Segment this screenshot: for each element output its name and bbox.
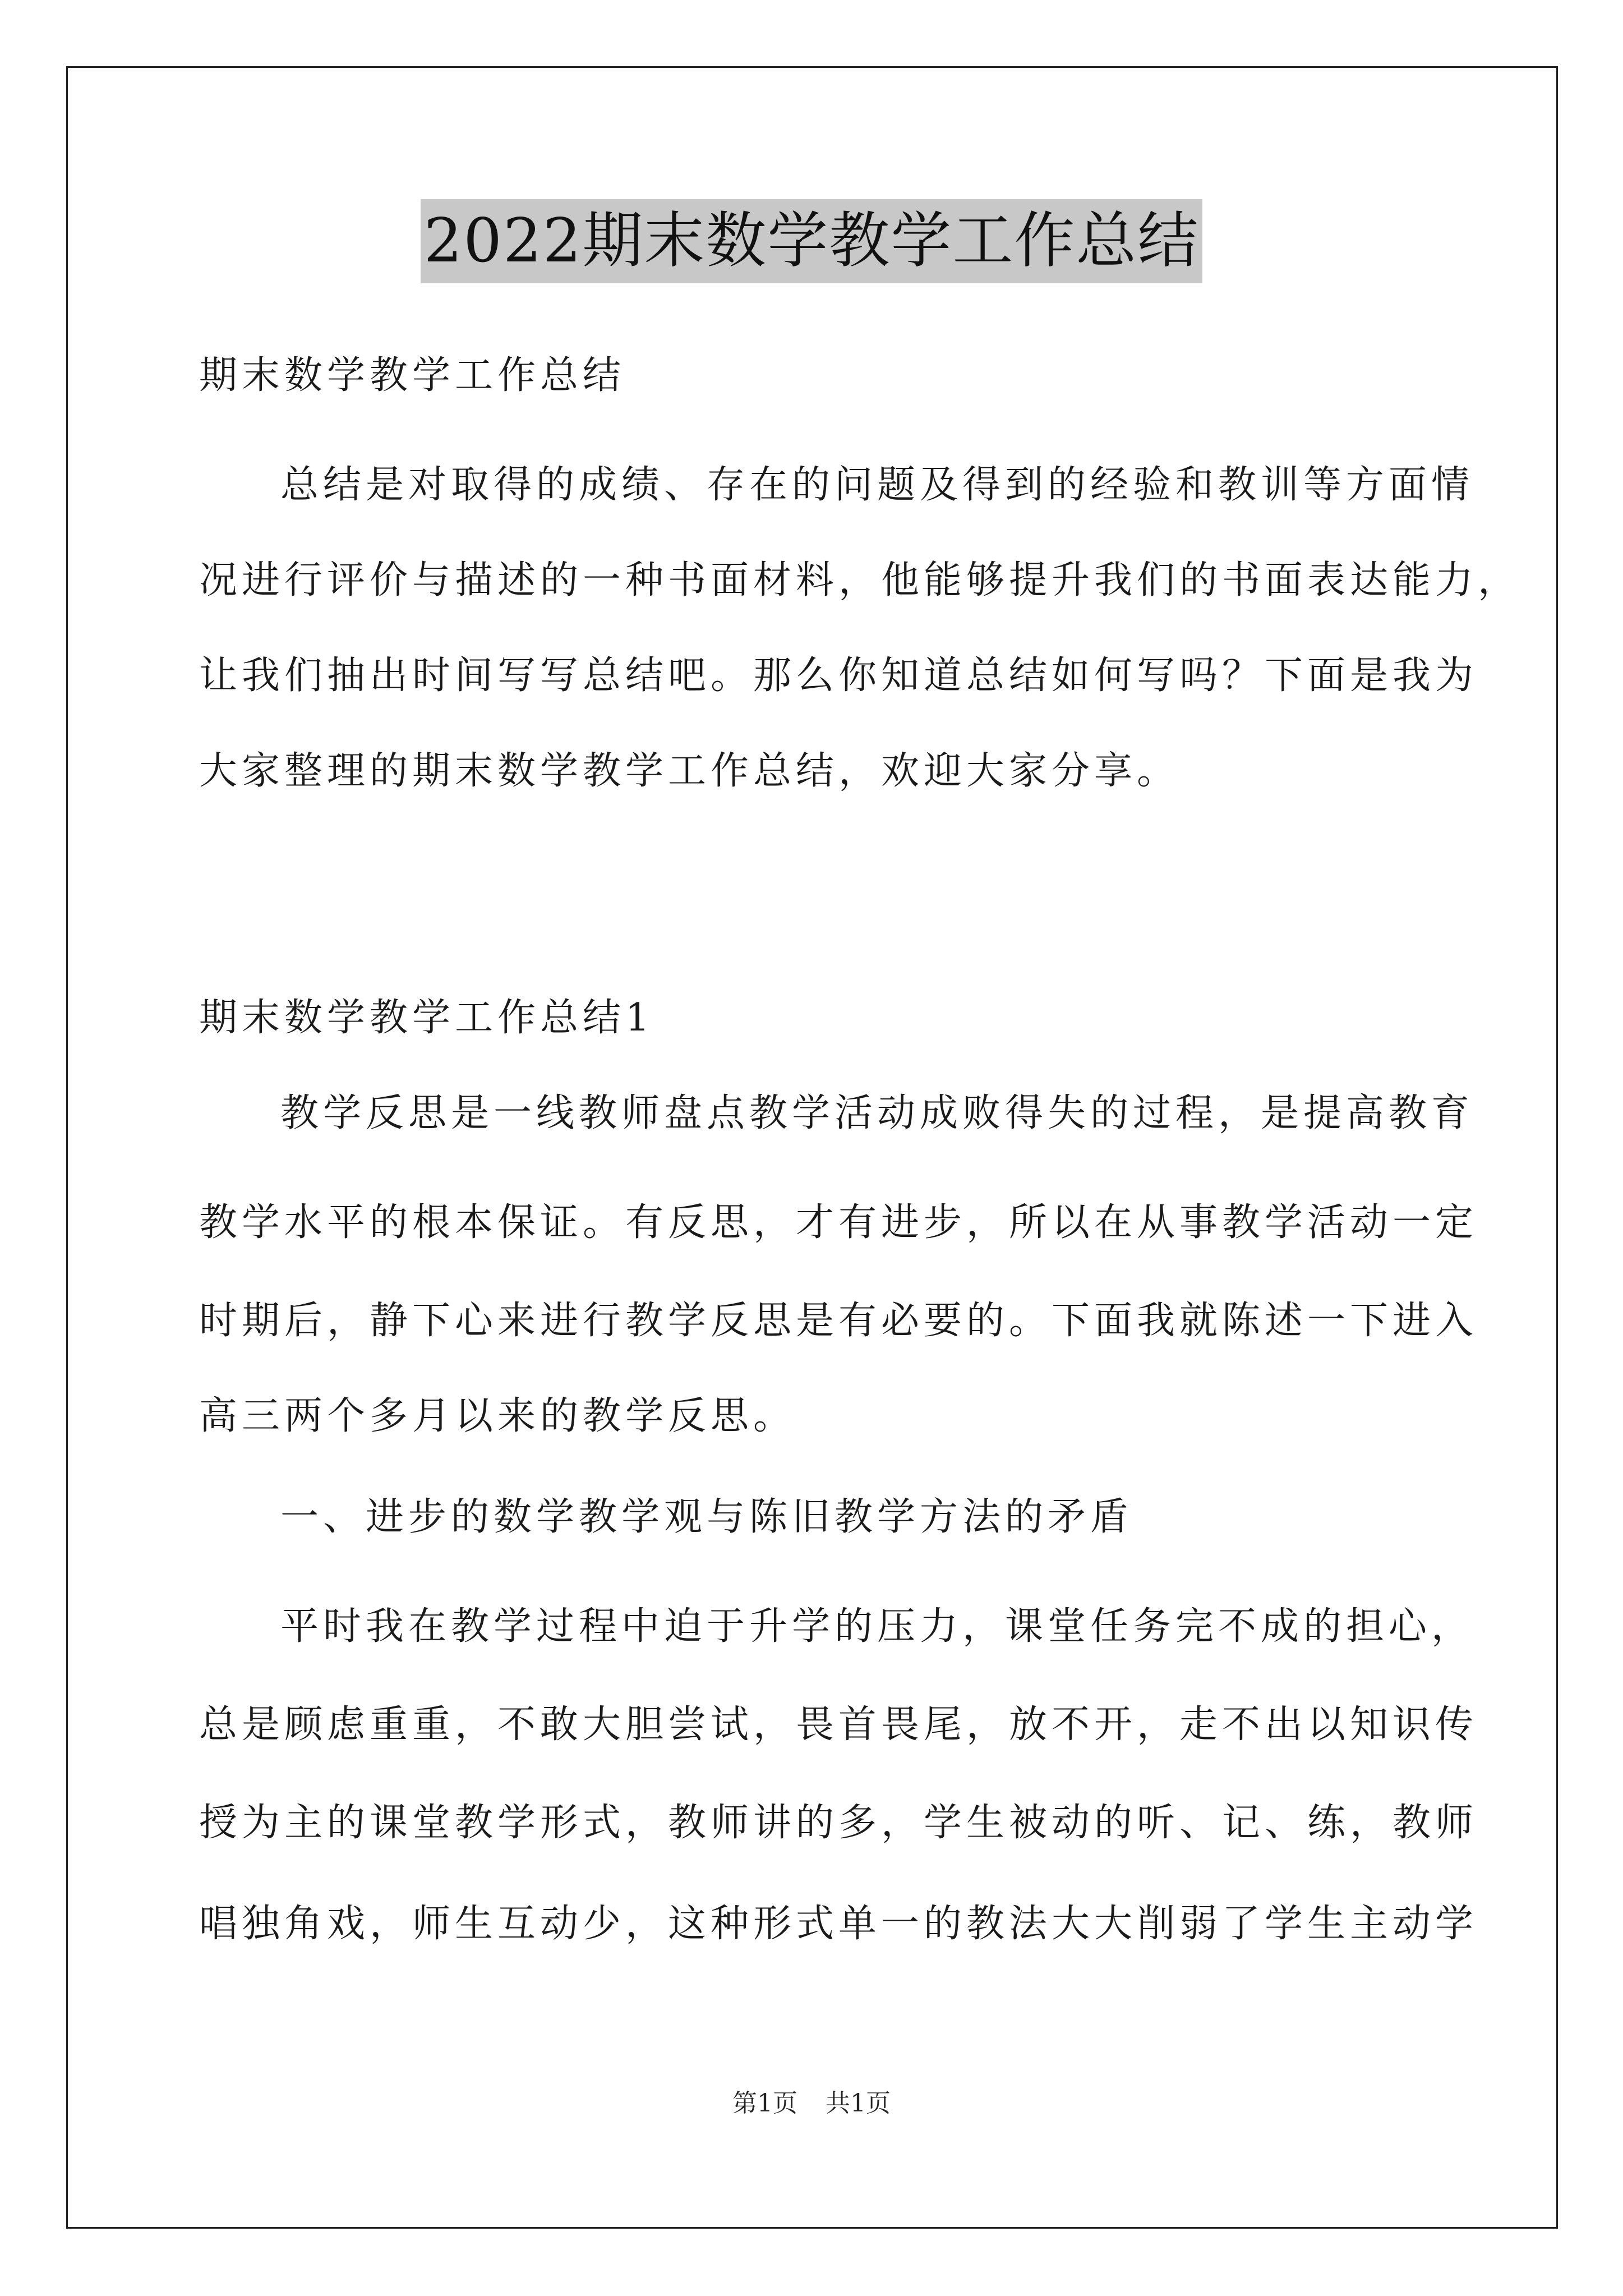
- subsection-heading: 一、进步的数学教学观与陈旧教学方法的矛盾: [280, 1495, 1133, 1539]
- paragraph-line: 唱独角戏，师生互动少，这种形式单一的教法大大削弱了学生主动学: [199, 1902, 1478, 1946]
- paragraph-line: 让我们抽出时间写写总结吧。那么你知道总结如何写吗？下面是我为: [199, 654, 1478, 698]
- total-pages: 共1页: [826, 2089, 891, 2118]
- section-heading: 期末数学教学工作总结1: [199, 996, 654, 1040]
- page-footer: [0, 2087, 1623, 2120]
- document-title: 2022期末数学教学工作总结: [421, 199, 1203, 283]
- paragraph-line: 况进行评价与描述的一种书面材料，他能够提升我们的书面表达能力，: [199, 558, 1521, 602]
- title-container: [0, 199, 1623, 283]
- paragraph-line: 教学水平的根本保证。有反思，才有进步，所以在从事教学活动一定: [199, 1200, 1478, 1245]
- paragraph-line: 大家整理的期末数学教学工作总结，欢迎大家分享。: [199, 749, 1180, 793]
- paragraph-line: 总结是对取得的成绩、存在的问题及得到的经验和教训等方面情: [280, 463, 1474, 507]
- paragraph-line: 时期后，静下心来进行教学反思是有必要的。下面我就陈述一下进入: [199, 1299, 1478, 1343]
- paragraph-line: 高三两个多月以来的教学反思。: [199, 1394, 796, 1438]
- paragraph-line: 授为主的课堂教学形式，教师讲的多，学生被动的听、记、练，教师: [199, 1801, 1478, 1845]
- paragraph-line: 总是顾虑重重，不敢大胆尝试，畏首畏尾，放不开，走不出以知识传: [199, 1703, 1478, 1747]
- subtitle-line: 期末数学教学工作总结: [199, 353, 626, 398]
- paragraph-line: 教学反思是一线教师盘点教学活动成败得失的过程，是提高教育: [280, 1091, 1474, 1135]
- paragraph-line: 平时我在教学过程中迫于升学的压力，课堂任务完不成的担心，: [280, 1604, 1474, 1649]
- page-number: 第1页: [732, 2089, 797, 2118]
